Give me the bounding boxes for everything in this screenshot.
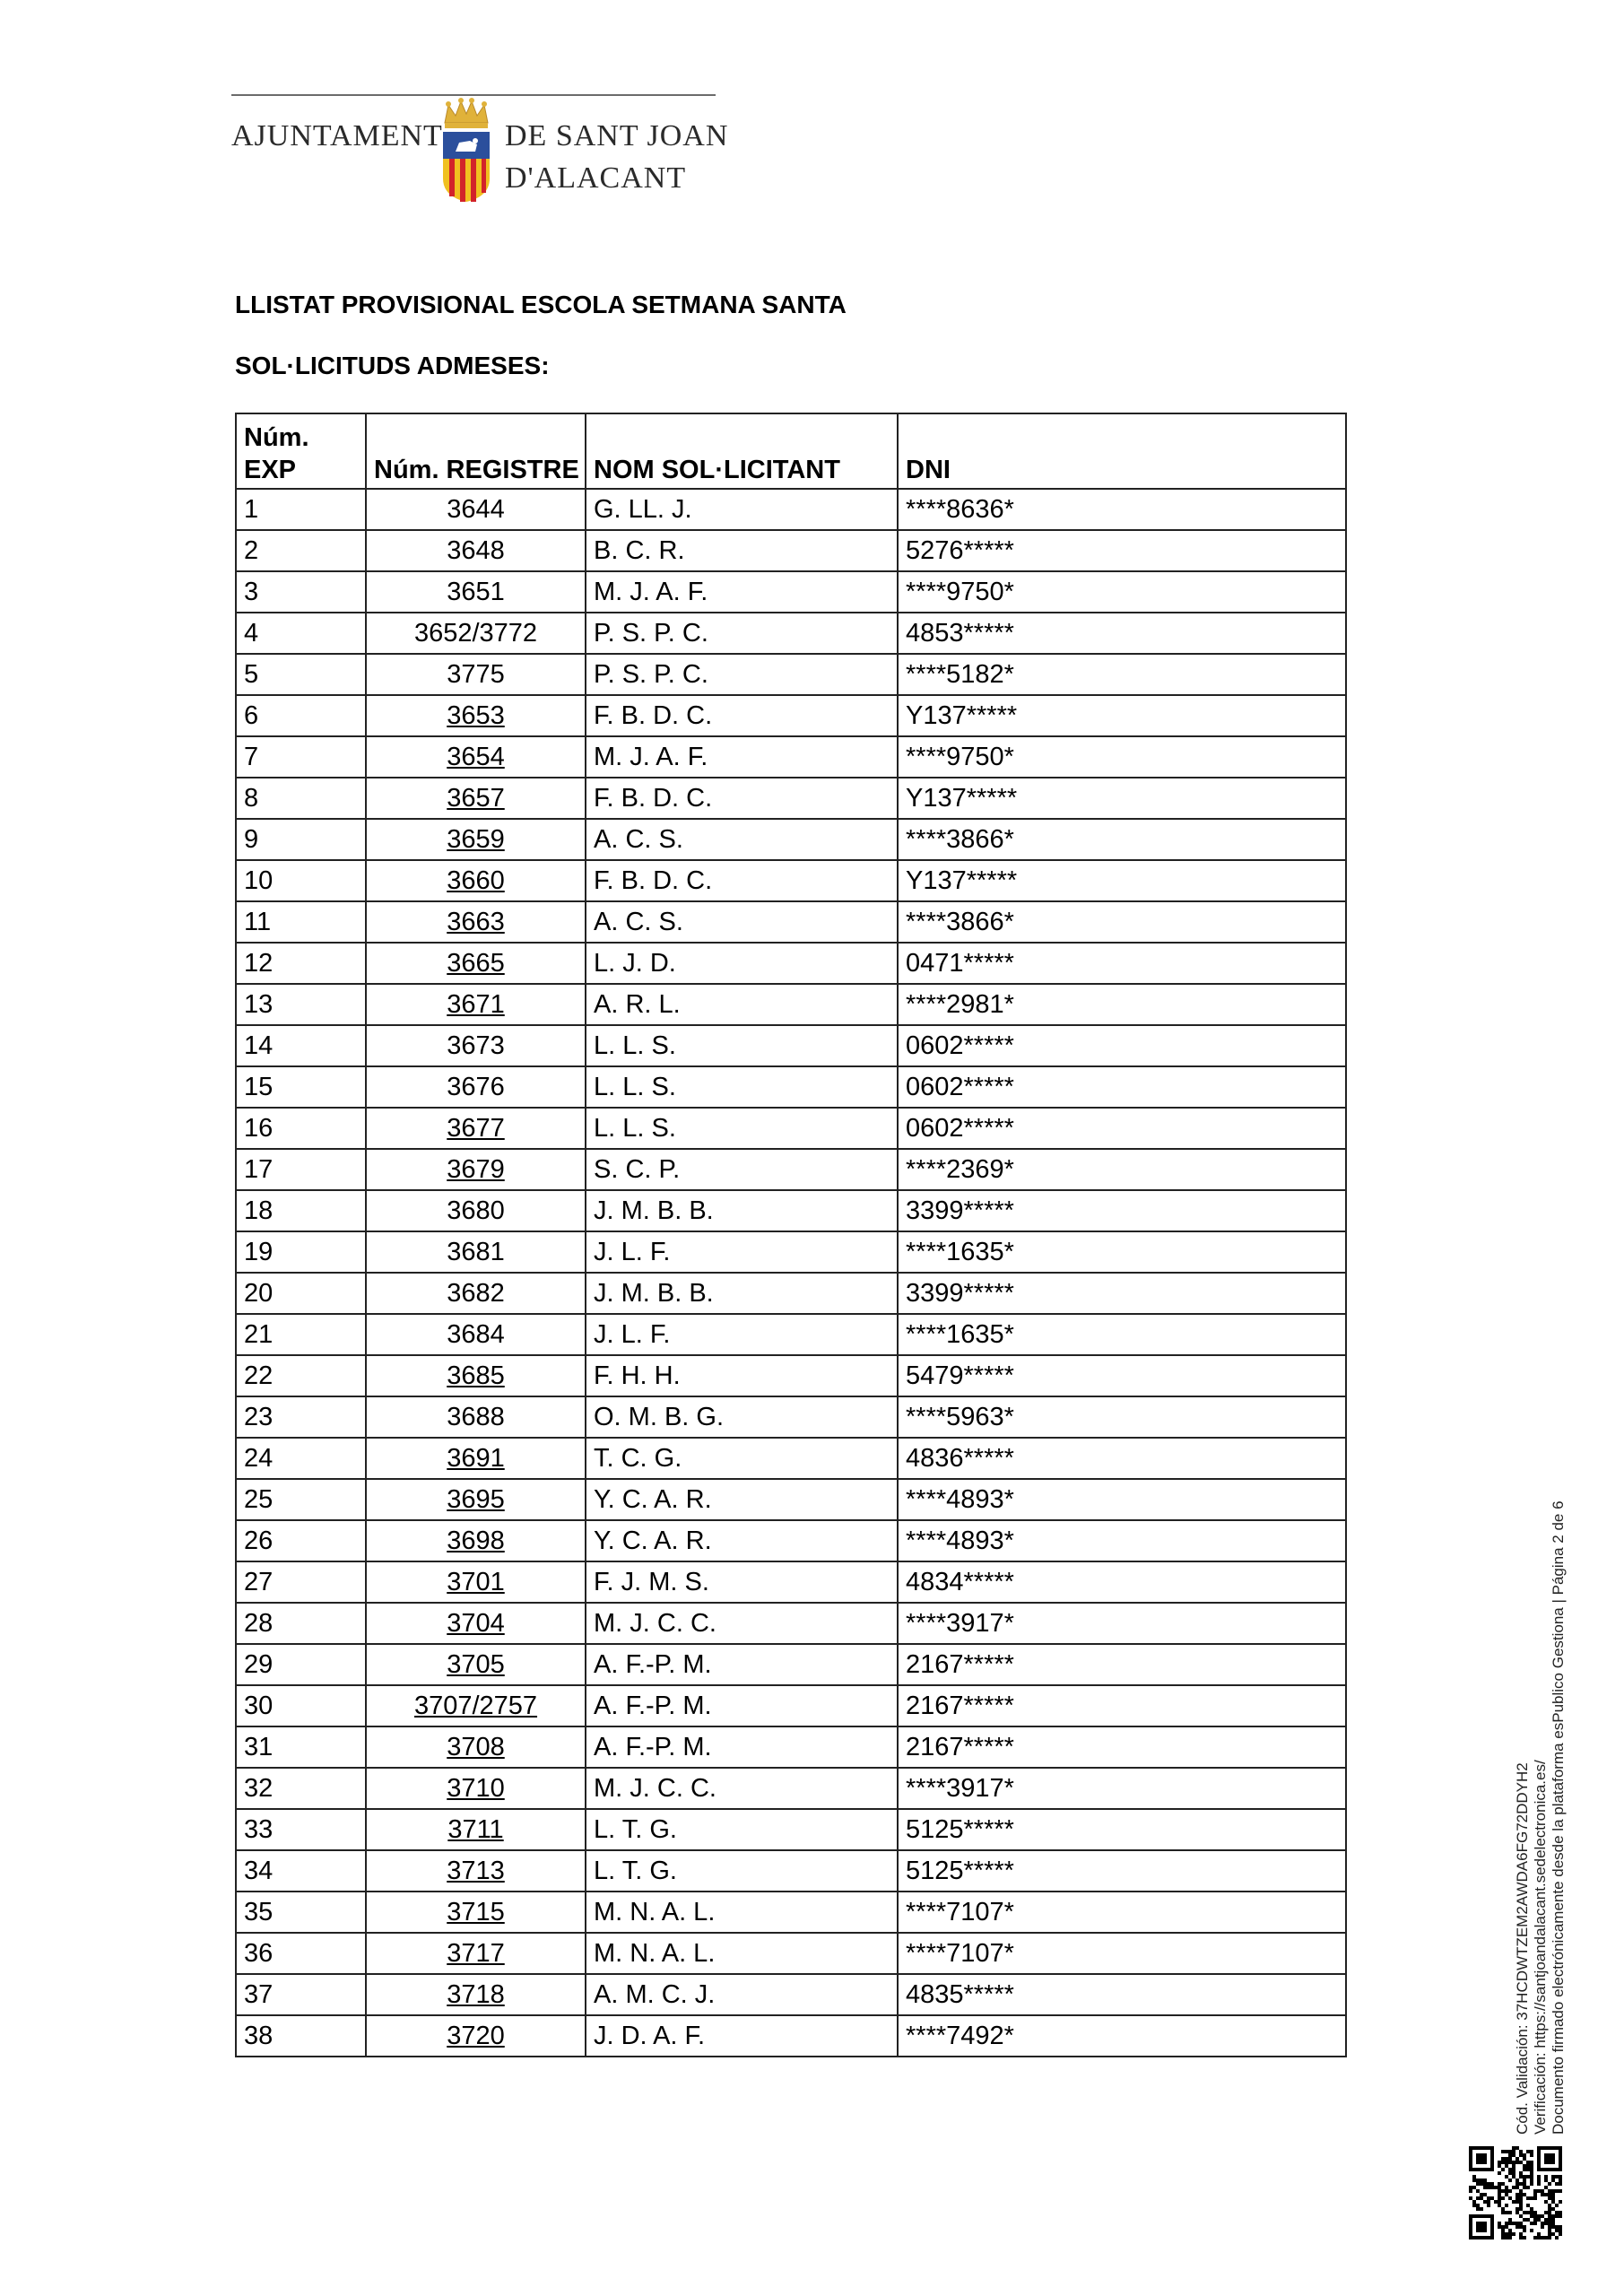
cell-dni: Y137***** (898, 695, 1346, 736)
cell-registre (366, 901, 586, 943)
cell-num-exp: 32 (236, 1768, 366, 1809)
cell-num-exp: 38 (236, 2015, 366, 2057)
cell-registre (366, 984, 586, 1025)
cell-registre (366, 1108, 586, 1149)
cell-registre (366, 1273, 586, 1314)
cell-dni: ****7492* (898, 2015, 1346, 2057)
cell-nom: J. L. F. (586, 1314, 898, 1355)
cell-num-exp: 30 (236, 1685, 366, 1726)
cell-registre (366, 1561, 586, 1603)
cell-nom: M. J. C. C. (586, 1603, 898, 1644)
cell-registre (366, 1355, 586, 1396)
cell-registre (366, 1892, 586, 1933)
cell-num-exp: 22 (236, 1355, 366, 1396)
registre-number: 3673 (447, 1031, 505, 1060)
header-num-exp (236, 413, 366, 489)
cell-nom: A. F.-P. M. (586, 1726, 898, 1768)
cell-nom: P. S. P. C. (586, 654, 898, 695)
cell-nom: Y. C. A. R. (586, 1479, 898, 1520)
cell-registre (366, 819, 586, 860)
registre-number: 3688 (447, 1403, 505, 1431)
registre-number: 3698 (447, 1526, 505, 1555)
document-title: LLISTAT PROVISIONAL ESCOLA SETMANA SANTA (235, 291, 847, 318)
cell-dni: Y137***** (898, 860, 1346, 901)
cell-nom: L. T. G. (586, 1850, 898, 1892)
cell-num-exp: 33 (236, 1809, 366, 1850)
header-exp-label: EXP (244, 456, 297, 484)
cell-num-exp: 20 (236, 1273, 366, 1314)
cell-dni: Y137***** (898, 778, 1346, 819)
header-num-label: Núm. (244, 423, 309, 452)
municipality-logo (231, 94, 729, 202)
registre-number: 3695 (447, 1485, 505, 1514)
registre-number: 3718 (447, 1980, 505, 2009)
cell-nom: F. J. M. S. (586, 1561, 898, 1603)
cell-num-exp: 36 (236, 1933, 366, 1974)
cell-nom: J. L. F. (586, 1231, 898, 1273)
cell-dni: ****3866* (898, 901, 1346, 943)
cell-num-exp: 27 (236, 1561, 366, 1603)
cell-nom: A. F.-P. M. (586, 1644, 898, 1685)
verification-text (1514, 1435, 1568, 2135)
cell-nom: B. C. R. (586, 530, 898, 571)
table-row (236, 1850, 1346, 1892)
table-row (236, 1190, 1346, 1231)
cell-num-exp: 8 (236, 778, 366, 819)
cell-num-exp: 14 (236, 1025, 366, 1066)
cell-num-exp: 11 (236, 901, 366, 943)
cell-dni: ****1635* (898, 1314, 1346, 1355)
registre-number: 3665 (447, 949, 505, 978)
cell-num-exp: 24 (236, 1438, 366, 1479)
cell-dni: 0471***** (898, 943, 1346, 984)
table-row (236, 819, 1346, 860)
cell-dni: 0602***** (898, 1108, 1346, 1149)
table-row (236, 1231, 1346, 1273)
cell-num-exp: 12 (236, 943, 366, 984)
registre-number: 3682 (447, 1279, 505, 1308)
table-row (236, 1355, 1346, 1396)
table-row (236, 1603, 1346, 1644)
registre-number: 3657 (447, 784, 505, 813)
table-row (236, 2015, 1346, 2057)
cell-num-exp: 10 (236, 860, 366, 901)
cell-nom: L. T. G. (586, 1809, 898, 1850)
cell-num-exp: 29 (236, 1644, 366, 1685)
table-header-row (236, 413, 1346, 489)
cell-nom: L. L. S. (586, 1025, 898, 1066)
cell-registre (366, 1396, 586, 1438)
cell-nom: F. H. H. (586, 1355, 898, 1396)
registre-number: 3715 (447, 1898, 505, 1926)
cell-nom: M. J. A. F. (586, 571, 898, 613)
cell-nom: L. J. D. (586, 943, 898, 984)
cell-nom: P. S. P. C. (586, 613, 898, 654)
logo-text-ajuntament: AJUNTAMENT (231, 119, 443, 152)
cell-registre (366, 1479, 586, 1520)
cell-registre (366, 1809, 586, 1850)
table-row (236, 1149, 1346, 1190)
coat-of-arms-icon (439, 96, 493, 204)
cell-nom: M. J. A. F. (586, 736, 898, 778)
cell-num-exp: 6 (236, 695, 366, 736)
registre-number: 3679 (447, 1155, 505, 1184)
cell-num-exp: 34 (236, 1850, 366, 1892)
cell-registre (366, 1149, 586, 1190)
cell-num-exp: 17 (236, 1149, 366, 1190)
cell-dni: ****8636* (898, 489, 1346, 530)
cell-nom: M. J. C. C. (586, 1768, 898, 1809)
table-row (236, 1561, 1346, 1603)
cell-dni: 0602***** (898, 1025, 1346, 1066)
registre-number: 3705 (447, 1650, 505, 1679)
document-subtitle: SOL·LICITUDS ADMESES: (235, 352, 550, 379)
cell-dni: ****9750* (898, 571, 1346, 613)
cell-num-exp: 23 (236, 1396, 366, 1438)
cell-dni: ****4893* (898, 1520, 1346, 1561)
table-row (236, 1438, 1346, 1479)
cell-nom: L. L. S. (586, 1108, 898, 1149)
table-row (236, 1025, 1346, 1066)
logo-text-de-sant-joan: DE SANT JOAN (505, 119, 729, 152)
table-row (236, 1768, 1346, 1809)
table-row (236, 1273, 1346, 1314)
table-row (236, 1108, 1346, 1149)
cell-nom: A. C. S. (586, 819, 898, 860)
cell-num-exp: 3 (236, 571, 366, 613)
table-row (236, 1066, 1346, 1108)
table-row (236, 943, 1346, 984)
cell-nom: J. M. B. B. (586, 1190, 898, 1231)
validation-code: Cód. Validación: 37HCDWTZEM2AWDA6FG72DDYH2 (1514, 1762, 1531, 2135)
table-row (236, 1726, 1346, 1768)
cell-registre (366, 943, 586, 984)
registre-number: 3660 (447, 866, 505, 895)
cell-nom: T. C. G. (586, 1438, 898, 1479)
cell-dni: ****3866* (898, 819, 1346, 860)
registre-number: 3684 (447, 1320, 505, 1349)
registre-number: 3653 (447, 701, 505, 730)
cell-dni: 2167***** (898, 1685, 1346, 1726)
cell-num-exp: 26 (236, 1520, 366, 1561)
cell-registre (366, 1520, 586, 1561)
qr-code-icon (1469, 2146, 1562, 2239)
cell-nom: S. C. P. (586, 1149, 898, 1190)
cell-nom: J. D. A. F. (586, 2015, 898, 2057)
cell-nom: O. M. B. G. (586, 1396, 898, 1438)
table-row (236, 901, 1346, 943)
cell-dni: ****7107* (898, 1892, 1346, 1933)
verification-url: Verificación: https://santjoandalacant.sedelectronica.es/ (1532, 1760, 1549, 2135)
cell-dni: ****2981* (898, 984, 1346, 1025)
table-row (236, 1520, 1346, 1561)
cell-nom: F. B. D. C. (586, 695, 898, 736)
cell-registre (366, 1438, 586, 1479)
cell-registre (366, 1726, 586, 1768)
cell-num-exp: 16 (236, 1108, 366, 1149)
registre-number: 3720 (447, 2022, 505, 2050)
table-row (236, 860, 1346, 901)
cell-nom: Y. C. A. R. (586, 1520, 898, 1561)
cell-num-exp: 5 (236, 654, 366, 695)
cell-num-exp: 21 (236, 1314, 366, 1355)
registre-number: 3677 (447, 1114, 505, 1143)
cell-registre (366, 1314, 586, 1355)
cell-registre (366, 1933, 586, 1974)
cell-nom: J. M. B. B. (586, 1273, 898, 1314)
cell-nom: A. M. C. J. (586, 1974, 898, 2015)
cell-num-exp: 19 (236, 1231, 366, 1273)
cell-registre (366, 613, 586, 654)
registre-number: 3710 (447, 1774, 505, 1803)
table-row (236, 1974, 1346, 2015)
cell-dni: ****9750* (898, 736, 1346, 778)
cell-dni: ****3917* (898, 1768, 1346, 1809)
cell-dni: 3399***** (898, 1273, 1346, 1314)
cell-nom: L. L. S. (586, 1066, 898, 1108)
table-body (236, 489, 1346, 2057)
cell-registre (366, 1974, 586, 2015)
cell-num-exp: 25 (236, 1479, 366, 1520)
table-row (236, 1685, 1346, 1726)
table-row (236, 1892, 1346, 1933)
cell-dni: 5125***** (898, 1850, 1346, 1892)
registre-number: 3708 (447, 1733, 505, 1761)
verification-sidebar (1514, 1435, 1594, 2135)
logo-text-dalacant: D'ALACANT (505, 161, 687, 195)
header-registre: Núm. REGISTRE (366, 413, 586, 489)
cell-registre (366, 695, 586, 736)
cell-registre (366, 571, 586, 613)
cell-num-exp: 37 (236, 1974, 366, 2015)
cell-num-exp: 18 (236, 1190, 366, 1231)
cell-registre (366, 1603, 586, 1644)
cell-num-exp: 2 (236, 530, 366, 571)
table-row (236, 1314, 1346, 1355)
registre-number: 3685 (447, 1361, 505, 1390)
table-row (236, 778, 1346, 819)
cell-nom: A. F.-P. M. (586, 1685, 898, 1726)
registre-number: 3648 (447, 536, 505, 565)
cell-dni: 4834***** (898, 1561, 1346, 1603)
cell-dni: 4836***** (898, 1438, 1346, 1479)
cell-registre (366, 736, 586, 778)
registre-number: 3671 (447, 990, 505, 1019)
cell-num-exp: 4 (236, 613, 366, 654)
cell-nom: A. C. S. (586, 901, 898, 943)
cell-nom: M. N. A. L. (586, 1933, 898, 1974)
header-nom: NOM SOL·LICITANT (586, 413, 898, 489)
table-row (236, 1396, 1346, 1438)
cell-nom: G. LL. J. (586, 489, 898, 530)
cell-dni: 0602***** (898, 1066, 1346, 1108)
table-row (236, 1933, 1346, 1974)
cell-dni: ****7107* (898, 1933, 1346, 1974)
table-row (236, 613, 1346, 654)
registre-number: 3644 (447, 495, 505, 524)
cell-registre (366, 1644, 586, 1685)
cell-nom: A. R. L. (586, 984, 898, 1025)
cell-dni: ****4893* (898, 1479, 1346, 1520)
registre-number: 3680 (447, 1196, 505, 1225)
cell-dni: 5479***** (898, 1355, 1346, 1396)
signature-note: Documento firmado electrónicamente desde la plataforma esPublico Gestiona | Página 2 de 6 (1550, 1500, 1567, 2135)
registre-number: 3676 (447, 1073, 505, 1101)
cell-dni: ****3917* (898, 1603, 1346, 1644)
cell-registre (366, 530, 586, 571)
cell-registre (366, 1768, 586, 1809)
cell-dni: 2167***** (898, 1644, 1346, 1685)
admitted-requests-table (235, 413, 1347, 2057)
cell-dni: ****2369* (898, 1149, 1346, 1190)
header-dni: DNI (898, 413, 1346, 489)
cell-num-exp: 31 (236, 1726, 366, 1768)
registre-number: 3704 (447, 1609, 505, 1638)
table-row (236, 1809, 1346, 1850)
registre-number: 3651 (447, 578, 505, 606)
cell-nom: M. N. A. L. (586, 1892, 898, 1933)
cell-registre (366, 654, 586, 695)
cell-num-exp: 9 (236, 819, 366, 860)
cell-registre (366, 1850, 586, 1892)
cell-dni: ****1635* (898, 1231, 1346, 1273)
cell-num-exp: 7 (236, 736, 366, 778)
cell-registre (366, 1685, 586, 1726)
cell-dni: 5276***** (898, 530, 1346, 571)
cell-registre (366, 1025, 586, 1066)
registre-number: 3711 (447, 1815, 504, 1844)
cell-dni: 5125***** (898, 1809, 1346, 1850)
table-row (236, 489, 1346, 530)
registre-number: 3707/2757 (413, 1692, 538, 1720)
registre-number: 3701 (447, 1568, 505, 1596)
cell-dni: 4835***** (898, 1974, 1346, 2015)
registre-number: 3775 (447, 660, 505, 689)
cell-num-exp: 15 (236, 1066, 366, 1108)
table-row (236, 530, 1346, 571)
cell-nom: F. B. D. C. (586, 860, 898, 901)
cell-num-exp: 28 (236, 1603, 366, 1644)
registre-number: 3717 (447, 1939, 505, 1968)
registre-number: 3652/3772 (413, 619, 538, 648)
registre-number: 3654 (447, 743, 505, 771)
table-row (236, 1644, 1346, 1685)
table-row (236, 736, 1346, 778)
cell-num-exp: 35 (236, 1892, 366, 1933)
cell-registre (366, 1231, 586, 1273)
cell-registre (366, 1190, 586, 1231)
cell-num-exp: 1 (236, 489, 366, 530)
registre-number: 3691 (447, 1444, 505, 1473)
table-row (236, 695, 1346, 736)
table-row (236, 1479, 1346, 1520)
cell-registre (366, 2015, 586, 2057)
cell-registre (366, 1066, 586, 1108)
cell-num-exp: 13 (236, 984, 366, 1025)
cell-dni: ****5963* (898, 1396, 1346, 1438)
cell-dni: 3399***** (898, 1190, 1346, 1231)
registre-number: 3713 (447, 1857, 505, 1885)
cell-nom: F. B. D. C. (586, 778, 898, 819)
registre-number: 3681 (447, 1238, 505, 1266)
cell-dni: ****5182* (898, 654, 1346, 695)
cell-dni: 4853***** (898, 613, 1346, 654)
cell-registre (366, 489, 586, 530)
cell-dni: 2167***** (898, 1726, 1346, 1768)
registre-number: 3663 (447, 908, 505, 936)
cell-registre (366, 860, 586, 901)
registre-number: 3659 (447, 825, 505, 854)
table-row (236, 654, 1346, 695)
cell-registre (366, 778, 586, 819)
table-row (236, 571, 1346, 613)
table-row (236, 984, 1346, 1025)
